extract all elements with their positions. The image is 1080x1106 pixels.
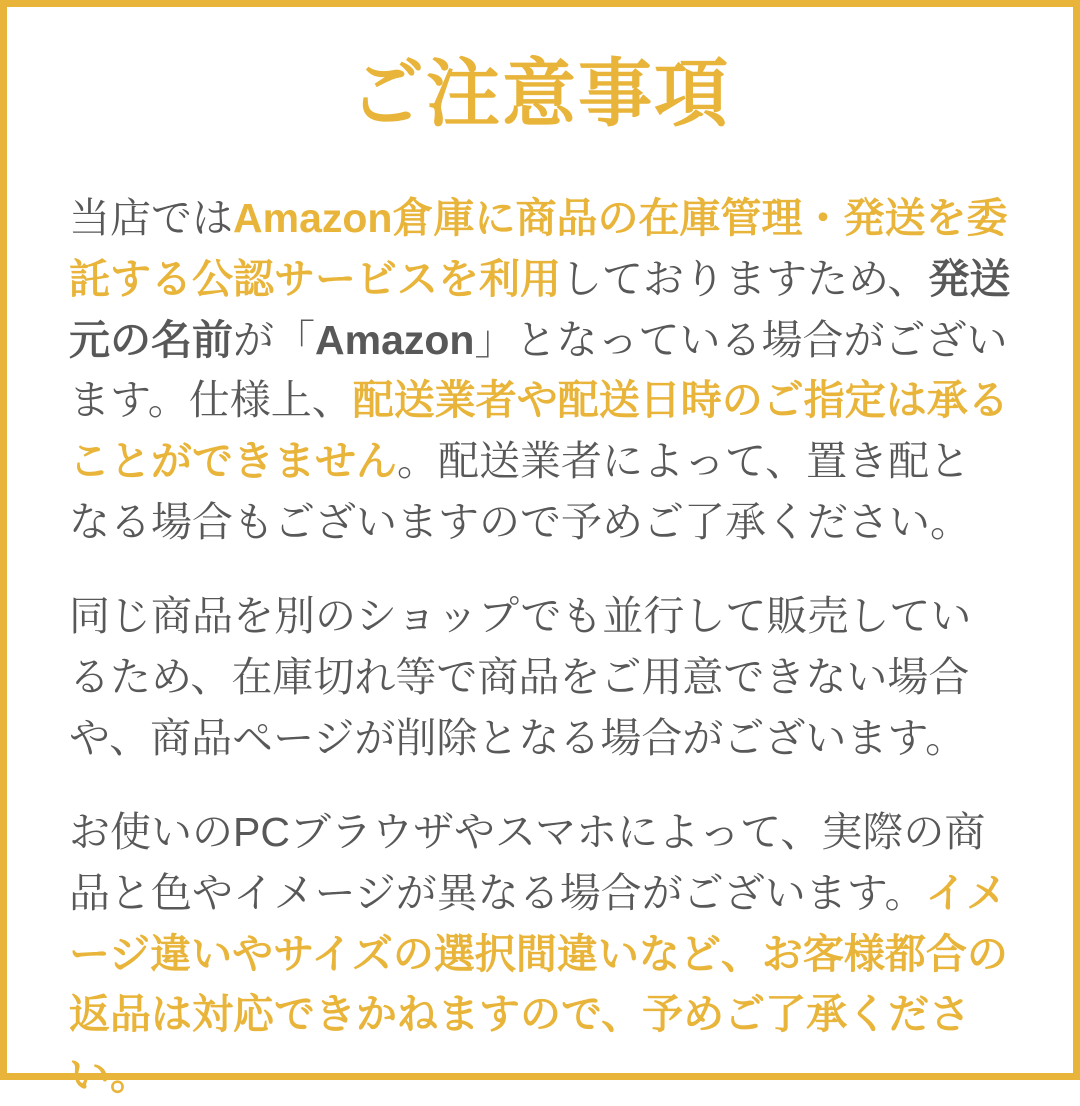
text-run: Amazon倉庫に商品の在庫管理・発送を委託する公認サービスを利用 — [69, 195, 1008, 303]
paragraph-stock-notice — [69, 586, 1011, 768]
text-run: Amazon — [315, 316, 475, 363]
text-run: 当店では — [69, 195, 233, 242]
text-run: 。配送業者によって、置き配となる場合もございますので予めご了承ください。 — [69, 438, 971, 545]
text-run: 同じ商品を別のショップでも並行して販売しているため、在庫切れ等で商品をご用意できない場合や、商品ページが削除となる場合がございます。 — [69, 593, 972, 761]
paragraph-amazon-fulfillment-notice — [69, 188, 1011, 552]
text-run: が「 — [233, 316, 315, 363]
text-run: しておりますため、 — [561, 256, 929, 303]
text-run: 」となっている場合がございます。仕様上、 — [69, 316, 1008, 424]
page-title: ご注意事項 — [350, 52, 730, 135]
text-run: イメージ違いやサイズの選択間違いなど、お客様都合の返品は対応できかねますので、予めご了承ください。 — [69, 870, 1008, 1099]
text-run: お使いのPCブラウザやスマホによって、実際の商品と色やイメージが異なる場合がございます。 — [69, 809, 986, 917]
text-run: 配送業者や配送日時のご指定は承ることができません — [69, 377, 1009, 485]
notice-body — [65, 188, 1015, 1105]
paragraph-color-image-notice — [69, 802, 1011, 1105]
text-run: 発送元の名前 — [69, 256, 1011, 363]
